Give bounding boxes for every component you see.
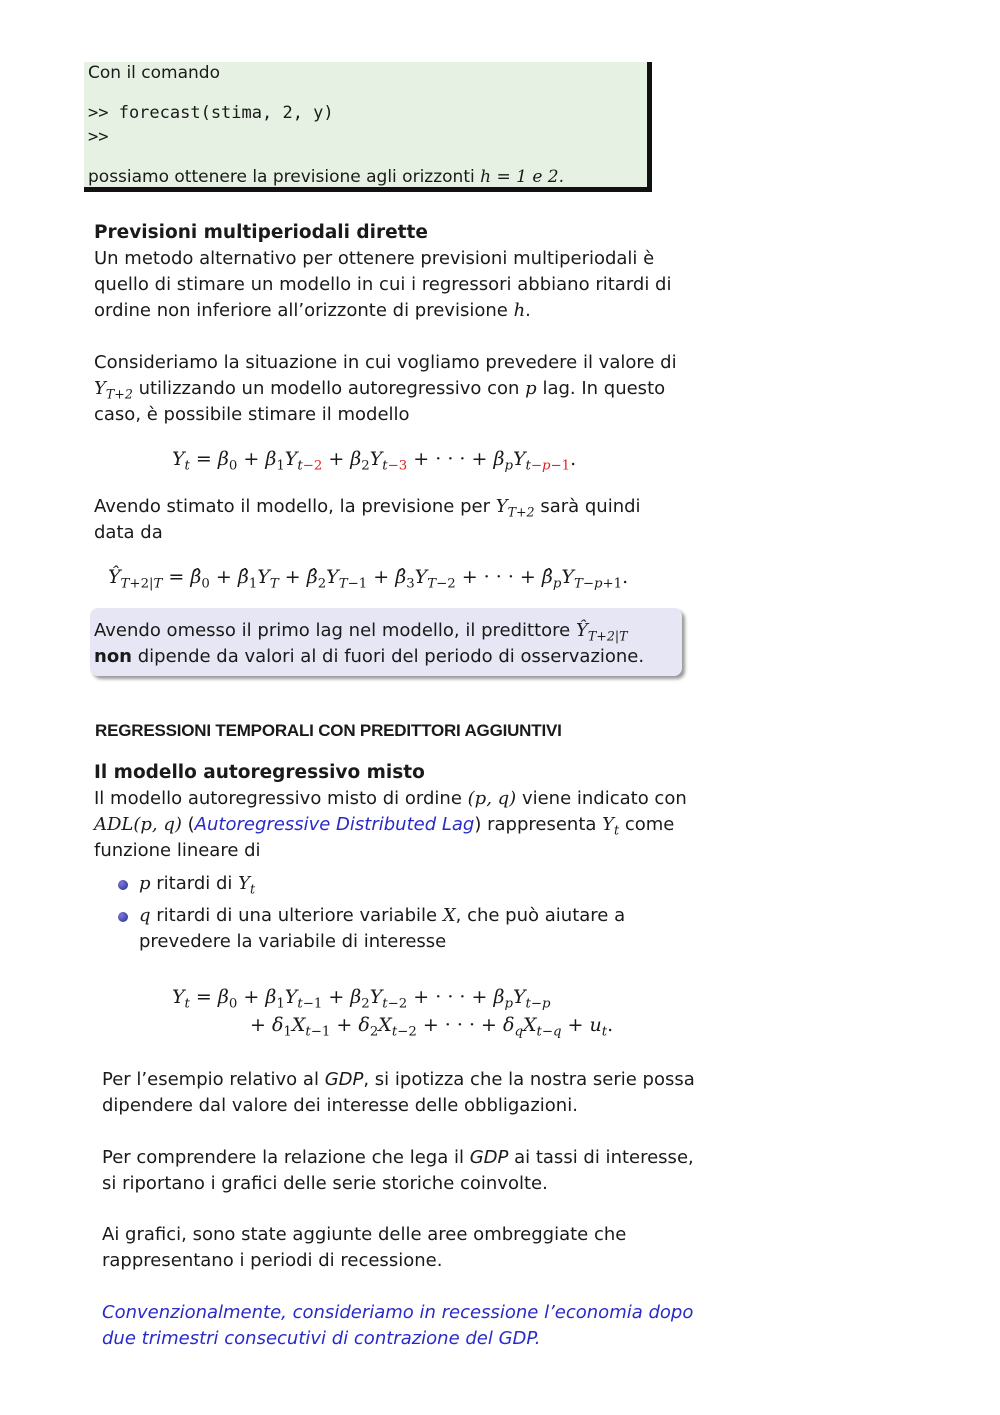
paragraph-gdp-1: Per l’esempio relativo al GDP, si ipotizza che la nostra serie possa dipendere dal valore dei interesse delle obbligazioni.: [102, 1069, 695, 1116]
note-box: Avendo omesso il primo lag nel modello, il predittore $Ŷ_{T+2|T}$ non dipende da valori al di fuori del periodo di osservazione.: [90, 608, 682, 676]
code-prompt: >>: [88, 127, 109, 147]
equation-direct-model: $Y_t = \beta_0 + \beta_1Y_{t-2} + \beta_2Y_{t-3}$ + · · · + $\beta_pY_{t-p-1}$.: [172, 448, 577, 474]
bullet-icon: [118, 880, 128, 890]
code-outro: possiamo ottenere la previsione agli orizzonti h = 1 e 2.: [88, 167, 565, 187]
equation-adl-line2: + $\delta_1X_{t-1} + \delta_2X_{t-2}$ + · · · + $\delta_qX_{t-q} + u_t$.: [250, 1014, 614, 1040]
list-item-q-lags: q ritardi di una ulteriore variabile X, che può aiutare a prevedere la variabile di interesse: [139, 905, 626, 952]
paragraph-recession-definition: Convenzionalmente, consideriamo in recessione l’economia dopo due trimestri consecutivi di contrazione del GDP.: [102, 1302, 694, 1349]
paragraph-direct-2: Consideriamo la situazione in cui vogliamo prevedere il valore di $Y_{T+2}$ utilizzando un modello autoregressivo con p lag. In questo caso, è possibile stimare il modello: [94, 352, 677, 425]
paragraph-direct-1: Un metodo alternativo per ottenere previsioni multiperiodali è quello di stimare un modello in cui i regressori abbiano ritardi di ordine non inferiore all’orizzonte di previsione h.: [94, 248, 672, 321]
equation-direct-forecast: $Ŷ_{T+2|T}$ = $\betâ_0$ + $\betâ_1Y_T$ + $\betâ_2Y_{T-1}$ + $\betâ_3Y_{T-2}$ + · · · + $\betâ_pY_{T-p+1}$.: [108, 566, 629, 592]
heading-adl: Il modello autoregressivo misto: [94, 762, 425, 783]
code-example-box: [84, 62, 652, 192]
paragraph-direct-3: Avendo stimato il modello, la previsione per $Y_{T+2}$ sarà quindi data da: [94, 496, 641, 543]
paragraph-gdp-2: Per comprendere la relazione che lega il GDP ai tassi di interesse, si riportano i grafici delle serie storiche coinvolte.: [102, 1147, 694, 1194]
section-title: REGRESSIONI TEMPORALI CON PREDITTORI AGGIUNTIVI: [95, 721, 562, 740]
paragraph-gdp-3: Ai grafici, sono state aggiunte delle aree ombreggiate che rappresentano i periodi di recessione.: [102, 1224, 627, 1271]
heading-direct-forecasts: Previsioni multiperiodali dirette: [94, 222, 428, 243]
bullet-icon: [118, 912, 128, 922]
code-line: >> forecast(stima, 2, y): [88, 103, 334, 123]
equation-adl-line1: $Y_t = \beta_0 + \beta_1Y_{t-1} + \beta_2Y_{t-2}$ + · · · + $\beta_pY_{t-p}$: [172, 986, 551, 1012]
code-intro: Con il comando: [88, 63, 220, 83]
list-item-p-lags: p ritardi di $Y_t$: [139, 873, 256, 897]
paragraph-adl: Il modello autoregressivo misto di ordine (p, q) viene indicato con ADL(p, q) (Autoregressive Distributed Lag) rappresenta $Y_t$ come funzione lineare di: [94, 788, 687, 861]
